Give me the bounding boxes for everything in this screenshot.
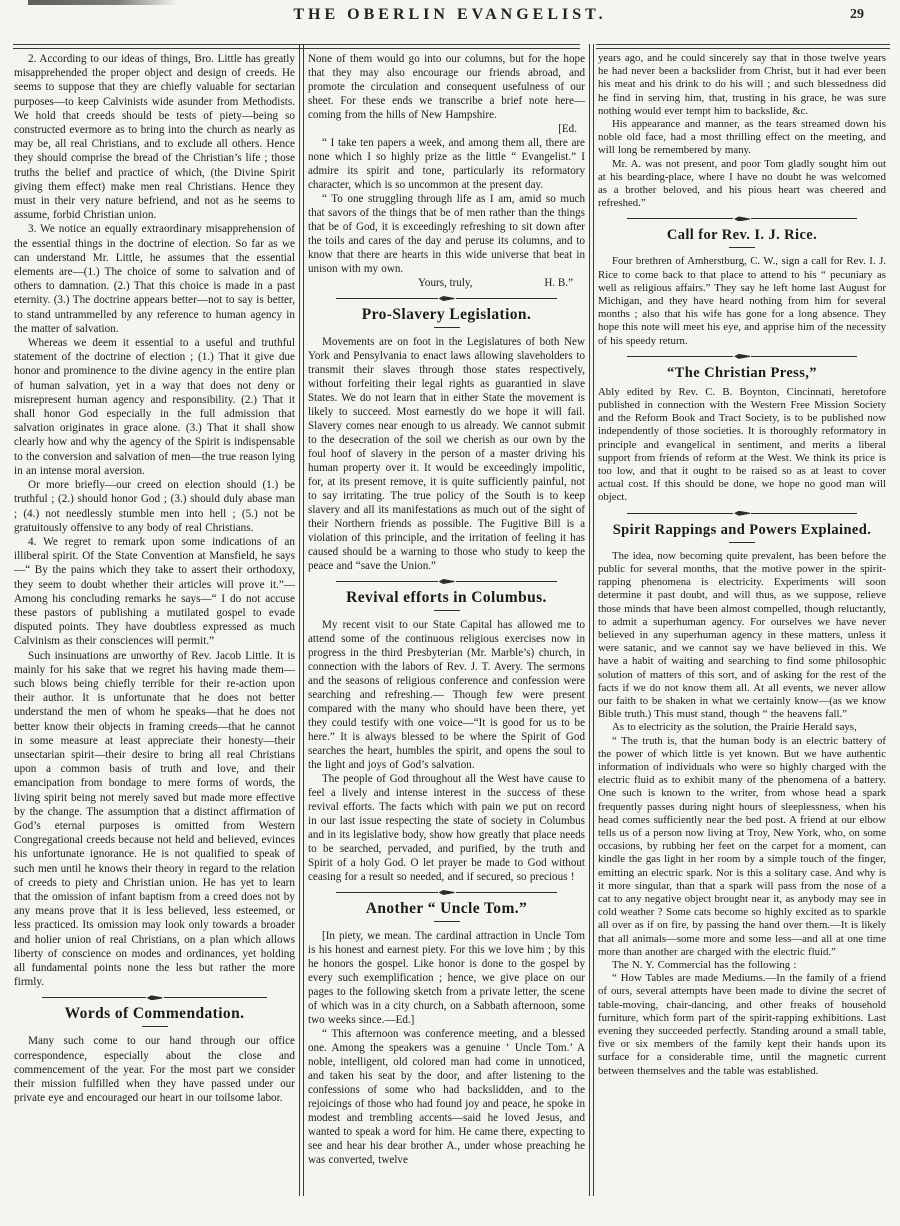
section-heading: Spirit Rappings and Powers Explained. — [612, 521, 872, 538]
section-words-of-commendation — [14, 995, 295, 1029]
paragraph: Many such come to our hand through our office correspondence, especially about the close and commencement of the year. For the most part we consider their mission fulfilled when they have passed under our private eye and encouraged our heart in our toilsome labor. — [14, 1035, 295, 1105]
paragraph: Ably edited by Rev. C. B. Boynton, Cincinnati, heretofore published in connection with the Western Free Mission Society and the Reform Book and Tract Society, is to be published now independently of those societies. It is thoroughly reformatory in principle and evangelical in sentiment, and merits a liberal support from friends of reform at the West. We think its price is too low, and that it ought to be raised so as at least to cover actual cost. If this should be done, we hope no good man will object. — [598, 385, 886, 504]
heading-underline — [434, 921, 460, 924]
paragraph: Four brethren of Amherstburg, C. W., sign a call for Rev. I. J. Rice to come back to that place to attend to his “ pecuniary as well as religious affairs.” They say he left home last August for Michigan, and they have heard nothing from him for several months ; also that his wife has gone for a long absence. They hope this note will meet his eye, and apprise him of the necessity of his speedy return. — [598, 255, 886, 347]
header-rule-right — [596, 44, 890, 49]
paragraph: “ The truth is, that the human body is an electric battery of the power of which little is yet known. But we have authentic information of individuals who were so highly charged with the electric fluid as to exhibit many of the phenomena of a battery. One such is known to the writer, from whose head a spark frequently passes during night hours of sleeplessness, when his head comes sufficiently near the bed post. A friend at our elbow tells us of a person now living at Troy, New York, who, on some occasions, by rubbing her feet on the carpet for a moment, can kindle the gas light in her room by a simple touch of the finger, emitting an electric spark. Nor is this a solitary case. And why is it more singular, than that a spark will pass from the nose of a cat to any negative object brought near it, as anybody may see in cold weather ? Some cats become so highly excited as to sparkle all over as if on fire, by passing the hand over them.—It is likely that all animals—some more and some less—and all at one time more than another are charged with the electric fluid.” — [598, 734, 886, 958]
section-heading: “The Christian Press,” — [667, 364, 817, 381]
divider-line — [456, 892, 558, 893]
paragraph: The idea, now becoming quite prevalent, has been before the public for several months, that the motive power in the spirit-rapping phenomena is electricity. Experiments will soon determine it past doubt, and will thus, as we suppose, relieve those minds that have been almost compelled, though reluctantly, to admit a superhuman agency. For ourselves we have never believed in any superhuman agency in these matters, unless it were satanic, and we cannot say we have believed in this. We have a habit of waiting and searching to find some philosophic solution of matters of this sort, and of asking for the rest of the facts if we do not know them all. At all events, we never allow our faith to be shaken in what we certainly know—(as we know Bible truth.) This must stand, though “ the heavens fall.” — [598, 549, 886, 721]
signature-closing: Yours, truly, — [418, 277, 473, 289]
paragraph: 3. We notice an equally extraordinary misapprehension of the essential things in the doctrine of election. So far as we can understand Mr. Little, he assumes that the essential elements are—(1.) The choice of some to salvation and of others to damnation. (2.) That this choice is made in a past eternity. (3.) The doctrine appears better—not to say is better, to stand untrammelled by any reference to human agency in the matter of salvation. — [14, 223, 295, 335]
paragraph: The people of God throughout all the West have cause to feel a lively and intense interest in the success of these revival efforts. The facts which with pain we put on record in our last issue respecting the state of society in Columbus and in its legislative body, show how greatly that place needs to be searched, pervaded, and purified, by the truth and Spirit of a holy God. O let prayer be made to God without ceasing for a result so needed, and if secured, so precious ! — [308, 773, 585, 883]
section-divider — [42, 995, 267, 1000]
section-divider — [336, 890, 558, 895]
paragraph: “ To one struggling through life as I am, amid so much that savors of the things that be of men rather than the things that be of God, it is exceedingly refreshing to sit down after the toils and cares of the day and peruse its columns, and to know that there are hearts in this wide universe that beat in unison with my own. — [308, 193, 585, 275]
heading-underline — [434, 327, 460, 330]
section-heading: Another “ Uncle Tom.” — [365, 900, 528, 917]
section-divider — [336, 296, 558, 301]
paragraph: The N. Y. Commercial has the following : — [612, 958, 797, 971]
heading-underline — [434, 610, 460, 613]
paragraph: years ago, and he could sincerely say that in those twelve years he had never been a backslider from Christ, but it had ever been his meat and his drink to do his will ; and such blessedness did he find in serving him, that, trusting in his grace, he was sure nothing would ever tempt him to backslide, &c. — [598, 52, 886, 117]
page-number: 29 — [850, 7, 864, 22]
divider-line — [751, 356, 857, 357]
diamond-ornament-icon — [439, 890, 455, 895]
signature-row — [308, 276, 585, 290]
section-heading: Pro-Slavery Legislation. — [361, 306, 532, 323]
column-divider-1 — [299, 44, 304, 1196]
column-divider-2 — [589, 44, 594, 1196]
diamond-ornament-icon — [147, 995, 163, 1000]
column-2 — [308, 52, 585, 1220]
section-pro-slavery-legislation — [308, 296, 585, 330]
section-spirit-rappings — [598, 511, 886, 545]
print-artifact — [28, 0, 178, 5]
divider-line — [751, 513, 857, 514]
divider-line — [456, 581, 558, 582]
paragraph: “ How Tables are made Mediums.—In the family of a friend of ours, several attempts have been made to divine the secret of table-moving, chair-dancing, and other freaks of household furniture, which form part of the spirit-rapping exhibitions. Last evening they succeeded perfectly. Standing around a small table, five or six members of the family kept their hands upon its surface for a considerable time, until the magnetic current between themselves and the table was established. — [598, 972, 886, 1077]
heading-underline — [729, 247, 755, 250]
section-another-uncle-tom — [308, 890, 585, 924]
paragraph: As to electricity as the solution, the Prairie Herald says, — [612, 721, 857, 734]
diamond-ornament-icon — [734, 216, 750, 221]
diamond-ornament-icon — [439, 296, 455, 301]
section-divider — [627, 511, 857, 516]
divider-line — [627, 356, 733, 357]
paragraph: Movements are on foot in the Legislatures of both New York and Pensylvania to enact laws allowing slaveholders to transmit their slaves through those states respectively, without forfeiting their legal rights as guarantied in slave States. We do not learn that in either State the movement is likely to succeed. Most earnestly do we hope it will fail. Slavery comes near enough to us already. We cannot submit to the desecration of the soil we cherish as our own by the foul hoof of slavery in the person of a master driving his human property over it. It would be exceedingly impolitic, for, at its present remove, it is quite sufficiently painful, not to say irritating. The true policy of the South is to keep slavery and all its manifestations as much out of the sight of their Northern friends as possible. The Fugitive Bill is a violation of this principle, and the irritation of feeling it has caused should be a warning to those who study to keep the peace and “save the Union.” — [308, 336, 585, 572]
section-heading: Words of Commendation. — [64, 1005, 245, 1023]
paragraph: “ I take ten papers a week, and among them all, there are none which I so highly prize as the little “ Evangelist.” I admire its spirit and tone, particularly its reformatory character, which is so uncommon at the present day. — [308, 137, 585, 191]
section-divider — [336, 579, 558, 584]
column-3 — [598, 52, 886, 1220]
divider-line — [336, 581, 438, 582]
paragraph: “ This afternoon was conference meeting, and a blessed one. Among the speakers was a genuine ‘ Uncle Tom.’ A noble, intelligent, old colored man had come in unnoticed, and taken his seat by the door, and after listening to the confessions of some who had backslidden, and to the rejoicings of those who had found joy and peace, he spoke in modest and trembling accents—said he loved Jesus, and wanted to speak a word for him. He came there, expecting to see and hear his dear brother A., under whose preaching he was converted, twelve — [308, 1028, 585, 1166]
masthead-title: THE OBERLIN EVANGELIST. — [293, 6, 607, 23]
section-divider — [627, 354, 857, 359]
section-christian-press — [598, 354, 886, 383]
divider-line — [751, 218, 857, 219]
section-call-for-rev-rice — [598, 216, 886, 250]
divider-line — [42, 997, 145, 998]
divider-line — [627, 218, 733, 219]
section-heading: Call for Rev. I. J. Rice. — [666, 227, 818, 244]
divider-line — [627, 513, 733, 514]
header-rule-left — [13, 44, 580, 49]
signature-initials: H. B.” — [544, 277, 573, 289]
divider-line — [336, 892, 438, 893]
diamond-ornament-icon — [734, 511, 750, 516]
heading-underline — [142, 1026, 168, 1029]
diamond-ornament-icon — [734, 354, 750, 359]
divider-line — [336, 298, 438, 299]
paragraph: 2. According to our ideas of things, Bro. Little has greatly misapprehended the proper object and design of creeds. He seems to suppose that they are chiefly valuable for sectarian purposes—to keep Calvinists wide asunder from Methodists. We hold that creeds should be tests of piety—being so constructed evermore as to bring into the church as nearly as may be, all real Christians, and to exclude all others. Hence they should comprise the bread of the Christian’s life ; those truths the belief and practice of which, (the Divine Spirit giving them effect) make men real Christians. Hence they must in their very nature befriend, and not as he seems to assume, forbid Christian union. — [14, 53, 295, 222]
paragraph: My recent visit to our State Capital has allowed me to attend some of the continuous religious exercises now in progress in the third Presbyterian (Mr. Marble’s) church, in connection with the labors of Rev. J. T. Avery. The sermons and the seasons of religious conference and confession were searching and refreshing.— Though few were present compared with the many who should have been there, yet they could testify with one voice—“It is good for us to be here.” It is always blessed to be where the Spirit of God searches the heart, humbles the spirit, and opens the soul to the light and joys of God’s salvation. — [308, 619, 585, 771]
paragraph: Or more briefly—our creed on election should (1.) be truthful ; (2.) should honor God ; (3.) should duly abase man ; (4.) not needlessly stumble men into hell ; (5.) not be gratuitously offensive to any body of real Christians. — [14, 479, 295, 534]
section-revival-efforts — [308, 579, 585, 613]
section-divider — [627, 216, 857, 221]
diamond-ornament-icon — [439, 579, 455, 584]
divider-line — [164, 997, 267, 998]
editor-mark: [Ed. — [558, 123, 577, 135]
column-1 — [14, 52, 295, 1220]
heading-underline — [729, 542, 755, 545]
paragraph: None of them would go into our columns, but for the hope that they may also encourage our friends abroad, and promote the circulation and consequent usefulness of our sheet. For these ends we transcribe a brief note here—coming from the hills of New Hampshire. — [308, 53, 585, 121]
paragraph: [In piety, we mean. The cardinal attraction in Uncle Tom is his honest and earnest piety. For this we love him ; by this he honors the gospel. Like honor is done to the gospel by every such exemplification ; hence, we give place on our pages to the following sketch from a private letter, the scene of which was in a city church, on a Sabbath afternoon, some two weeks since.—Ed.] — [308, 930, 585, 1026]
paragraph: Whereas we deem it essential to a useful and truthful statement of the doctrine of election ; (1.) That it give due honor and prominence to the divine agency in the entire plan of human salvation, yet in a way that does not deny or misrepresent human agency and responsibility. (2.) That it shall honor God especially in the full admission that salvation originates in grace alone. (3.) That it shall show clearly how and why the agency of the Spirit is indispensable to the conversion and salvation of men—the true reason lying in an intense moral aversion. — [14, 337, 295, 477]
divider-line — [456, 298, 558, 299]
paragraph: Such insinuations are unworthy of Rev. Jacob Little. It is mainly for his sake that we regret his having made them—such blows being chiefly terrible for their re-action upon their author. It is unfortunate that he does not better understand the men of whom he speaks—that he does not better know their objects in framing creeds—that he cannot in some measure at least appreciate their honesty—their unsectarian spirit—their desire to bring all real Christians upon a common basis of truth and love, and their emancipation from bondage to mere forms of words, the living spirit being not merely saved but made more effective by the change. The assumption that a distinct affirmation of God’s eternal purposes is omitted from Western Congregational creeds because not held and believed, evinces his unfortunate ignorance. He is not qualified to speak of such men until he knows their theory in regard to the relation of creeds to piety and Christian union. He has yet to learn that the omission of infant baptism from a creed does not by any means prove that it is less believed, less esteemed, or less practiced. Its omission may look only towards a broader and holier union of real Christians, on a plan which allows liberty of conscience on modes and ordinances, yet holding all fundamental points none the less but rather the more firmly. — [14, 649, 295, 989]
section-heading: Revival efforts in Columbus. — [346, 589, 547, 606]
paragraph: Mr. A. was not present, and poor Tom gladly sought him out at his bearding-place, where I have no doubt he was welcomed as a brother beloved, and his pious heart was cheered and refreshed.” — [598, 157, 886, 210]
paragraph: 4. We regret to remark upon some indications of an illiberal spirit. Of the State Convention at Mansfield, he says—“ By the pains which they take to assert their orthodoxy, they seem to doubt whether their articles will prove it.”—Among his concluding remarks he says—“ I do not accuse these pastors of publishing a mutilated gospel to evade disputed points. They have doubtless expressed as much Calvinism as their consciences will permit.” — [14, 535, 295, 648]
paragraph: His appearance and manner, as the tears streamed down his noble old face, had a most thrilling effect on the meeting, and will long be remembered by many. — [598, 118, 886, 157]
